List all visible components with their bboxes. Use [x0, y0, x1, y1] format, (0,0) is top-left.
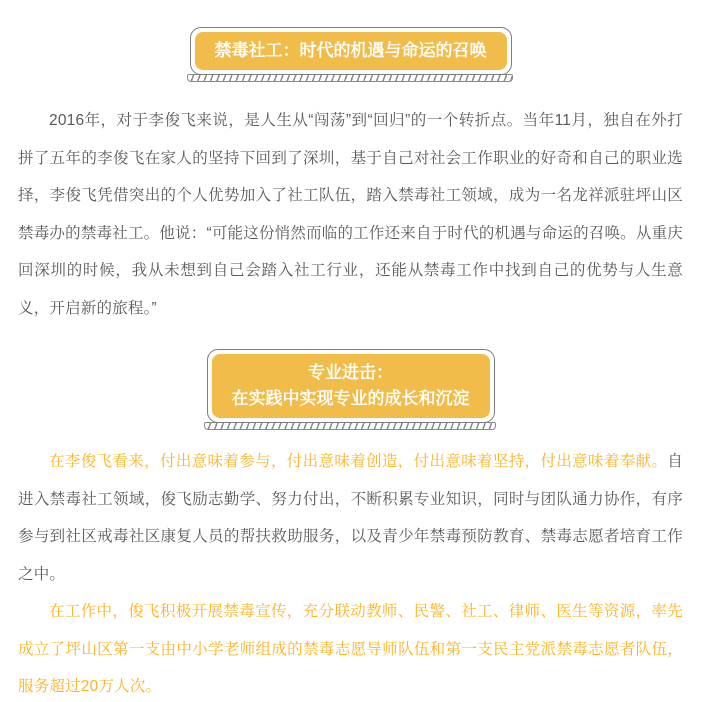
paragraph-2 — [18, 443, 683, 593]
banner-2-title — [212, 354, 490, 418]
banner-2-title-line-1: 专业进击： — [308, 363, 393, 382]
article-content — [0, 102, 701, 702]
banner-2-hatch-shadow — [204, 422, 496, 430]
section-banner-2 — [207, 349, 495, 423]
banner-1-title — [195, 32, 507, 70]
banner-2-frame — [207, 349, 495, 423]
paragraph-1-text: 2016年，对于李俊飞来说，是人生从“闯荡”到“回归”的一个转折点。当年11月，独自在外打拼了五年的李俊飞在家人的坚持下回到了深圳，基于自己对社会工作职业的好奇和自己的职业选择，李俊飞凭借突出的个人优势加入了社工队伍，踏入禁毒社工领域，成为一名龙祥派驻坪山区禁毒办的禁毒社工。他说：“可能这份悄然而临的工作还来自于时代的机遇与命运的召唤。从重庆回深圳的时候，我从未想到自己会踏入社工行业，还能从禁毒工作中找到自己的优势与人生意义，开启新的旅程。” — [18, 112, 683, 317]
banner-1-frame — [190, 27, 512, 75]
banner-1-hatch-shadow — [187, 74, 513, 82]
paragraph-1 — [18, 102, 683, 327]
section-banner-1-row — [0, 0, 701, 75]
section-banner-1 — [190, 27, 512, 75]
section-banner-2-row — [18, 327, 683, 423]
paragraph-3 — [18, 593, 683, 702]
paragraph-3-text: 在工作中，俊飞积极开展禁毒宣传，充分联动教师、民警、社工、律师、医生等资源，率先成立了坪山区第一支由中小学老师组成的禁毒志愿导师队伍和第一支民主党派禁毒志愿者队伍，服务超过20万人次。 — [18, 603, 683, 695]
banner-2-title-line-2: 在实践中实现专业的成长和沉淀 — [231, 389, 470, 408]
paragraph-2-rest: 自进入禁毒社工领域，俊飞励志勤学、努力付出，不断积累专业知识，同时与团队通力协作，有序参与到社区戒毒社区康复人员的帮扶救助服务，以及青少年禁毒预防教育、禁毒志愿者培育工作之中。 — [18, 453, 683, 583]
paragraph-2-highlight: 在李俊飞看来，付出意味着参与，付出意味着创造，付出意味着坚持，付出意味着奉献。 — [49, 453, 668, 470]
banner-1-title-line: 禁毒社工：时代的机遇与命运的召唤 — [214, 41, 487, 60]
